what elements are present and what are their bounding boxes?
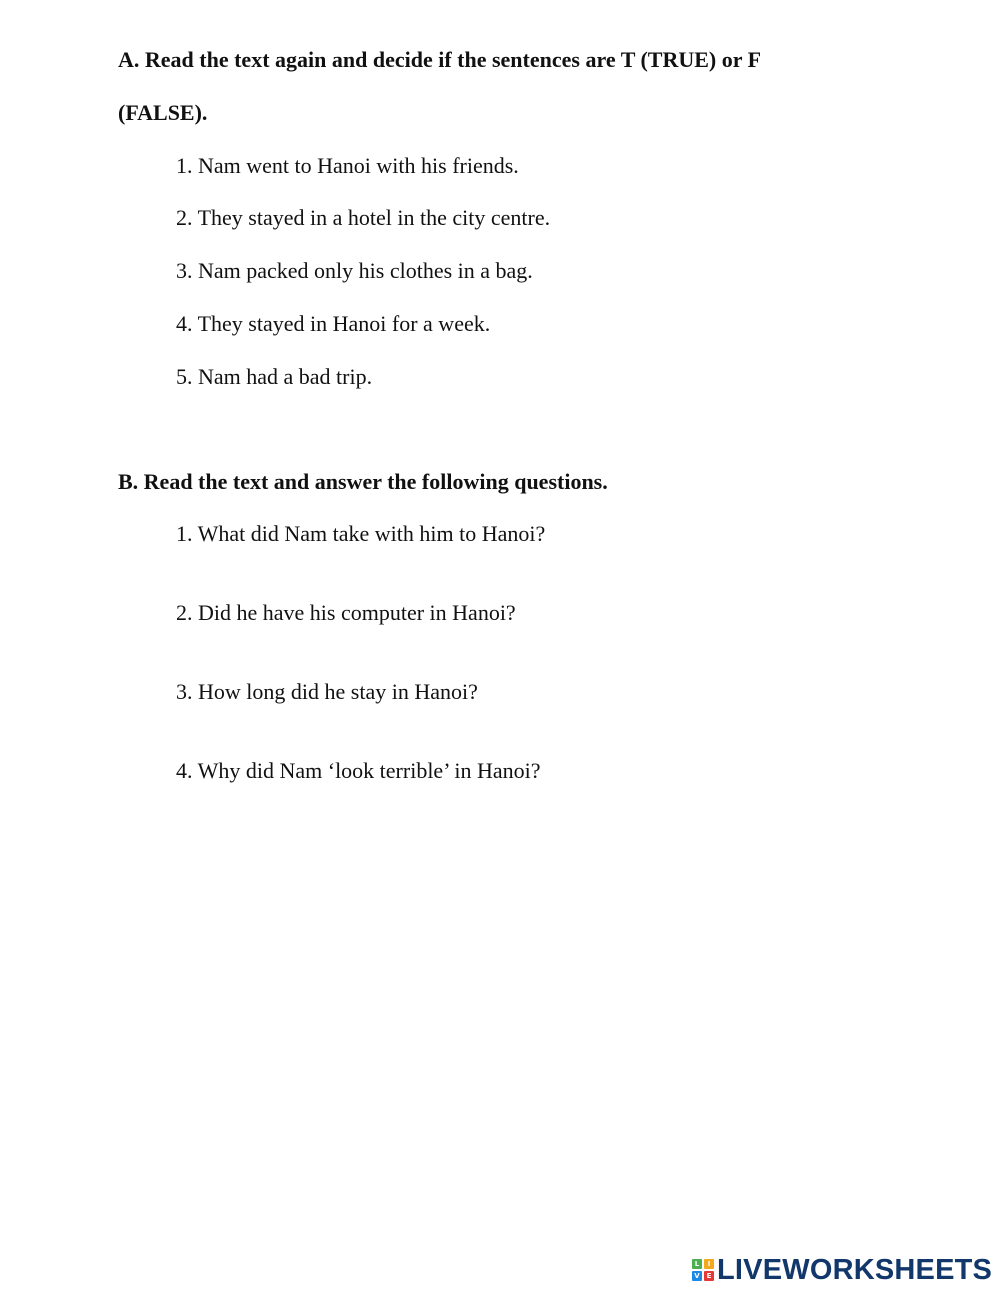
section-a-item: 3. Nam packed only his clothes in a bag.	[176, 258, 533, 283]
logo-tile: L	[692, 1259, 702, 1269]
logo-tiles-icon	[692, 1259, 714, 1281]
section-a-item: 5. Nam had a bad trip.	[176, 364, 373, 389]
section-a-heading-line2: (FALSE).	[118, 100, 208, 125]
section-a-item: 4. They stayed in Hanoi for a week.	[176, 311, 491, 336]
liveworksheets-logo	[692, 1256, 992, 1284]
logo-text: LIVEWORKSHEETS	[717, 1254, 993, 1286]
section-b-heading: B. Read the text and answer the following questions.	[118, 469, 608, 494]
section-a-heading-line1: A. Read the text again and decide if the sentences are T (TRUE) or F	[118, 47, 762, 72]
logo-tile: E	[704, 1271, 714, 1281]
section-b-question: 3. How long did he stay in Hanoi?	[176, 679, 478, 704]
section-a-item: 1. Nam went to Hanoi with his friends.	[176, 153, 519, 178]
section-a-item: 2. They stayed in a hotel in the city centre.	[176, 205, 551, 230]
section-b-question: 4. Why did Nam ‘look terrible’ in Hanoi?	[176, 758, 541, 783]
section-b-question: 1. What did Nam take with him to Hanoi?	[176, 521, 546, 546]
logo-tile: I	[704, 1259, 714, 1269]
section-b-question: 2. Did he have his computer in Hanoi?	[176, 600, 516, 625]
logo-tile: V	[692, 1271, 702, 1281]
